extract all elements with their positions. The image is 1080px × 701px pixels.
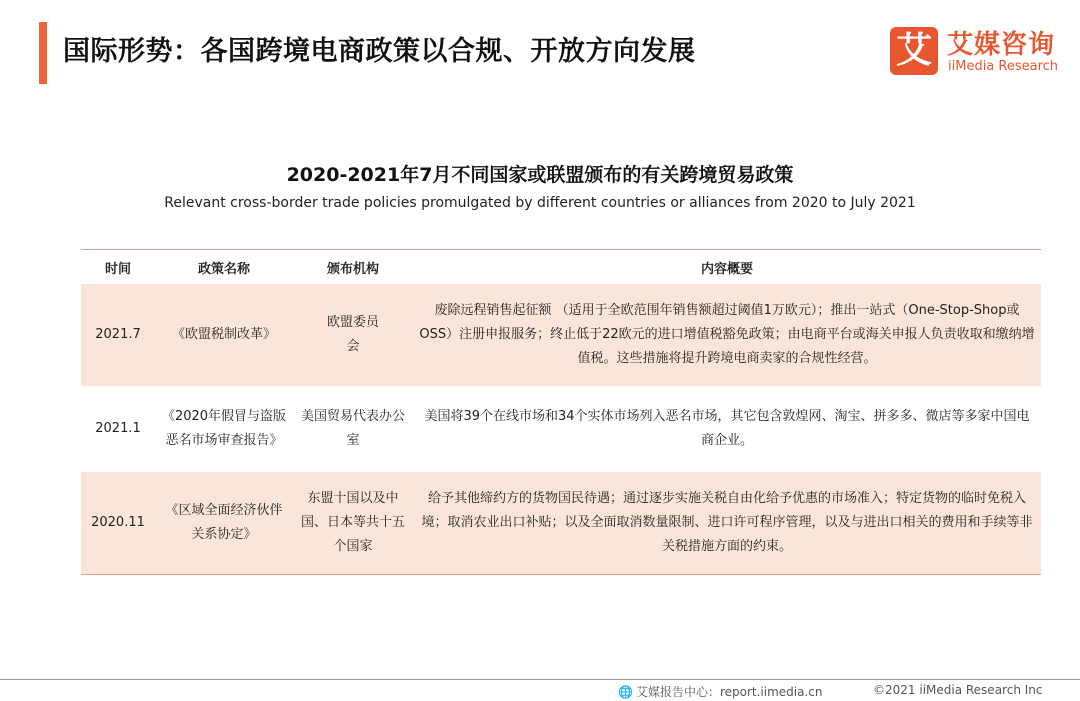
header-summary: 内容概要: [413, 250, 1041, 285]
table-header-row: [81, 250, 1041, 285]
logo-mark-icon: 艾: [890, 27, 938, 75]
cell-policy: 《2020年假冒与盗版恶名市场审查报告》: [155, 386, 293, 472]
table-subtitle: Relevant cross-border trade policies promulgated by different countries or alliances from 2020 to July 2021: [164, 195, 916, 211]
table-title: 2020-2021年7月不同国家或联盟颁布的有关跨境贸易政策: [286, 164, 794, 186]
policy-table: [81, 249, 1041, 575]
globe-icon: 🌐: [618, 685, 633, 699]
cell-time: 2020.11: [81, 472, 155, 575]
logo-name-cn: 艾媒咨询: [947, 30, 1056, 60]
logo-name-en: iiMedia Research: [948, 59, 1059, 74]
table-row: [81, 386, 1041, 472]
footer-divider: [0, 679, 1080, 680]
table-row: [81, 472, 1041, 575]
page-title: 国际形势：各国跨境电商政策以合规、开放方向发展: [63, 36, 696, 67]
cell-issuer: 东盟十国以及中国、日本等共十五个国家: [293, 472, 413, 575]
header-issuer: 颁布机构: [293, 250, 413, 285]
footer-copyright: ©2021 iiMedia Research Inc: [873, 683, 1043, 697]
cell-summary: 美国将39个在线市场和34个实体市场列入恶名市场，其它包含敦煌网、淘宝、拼多多、微店等多家中国电商企业。: [413, 386, 1041, 472]
cell-issuer: 美国贸易代表办公室: [293, 386, 413, 472]
footer-source-text: 艾媒报告中心：report.iimedia.cn: [635, 685, 823, 699]
cell-summary: 给予其他缔约方的货物国民待遇；通过逐步实施关税自由化给予优惠的市场准入；特定货物的临时免税入境；取消农业出口补贴；以及全面取消数量限制、进口许可程序管理，以及与进出口相关的费用和手续等非关税措施方面的约束。: [413, 472, 1041, 575]
title-accent-bar: [39, 22, 47, 84]
header-policy-name: 政策名称: [155, 250, 293, 285]
header-time: 时间: [81, 250, 155, 285]
cell-issuer: 欧盟委员会: [293, 284, 413, 386]
footer-source: [618, 683, 822, 700]
cell-time: 2021.7: [81, 284, 155, 386]
cell-summary: 废除远程销售起征额 （适用于全欧范围年销售额超过阈值1万欧元）；推出一站式（One-Stop-Shop或OSS）注册申报服务；终止低于22欧元的进口增值税豁免政策；由电商平台或海关申报人负责收取和缴纳增值税。这些措施将提升跨境电商卖家的合规性经营。: [413, 284, 1041, 386]
cell-time: 2021.1: [81, 386, 155, 472]
table-row: [81, 284, 1041, 386]
cell-policy: 《区域全面经济伙伴关系协定》: [155, 472, 293, 575]
cell-policy: 《欧盟税制改革》: [155, 284, 293, 386]
brand-logo: [890, 24, 1062, 78]
